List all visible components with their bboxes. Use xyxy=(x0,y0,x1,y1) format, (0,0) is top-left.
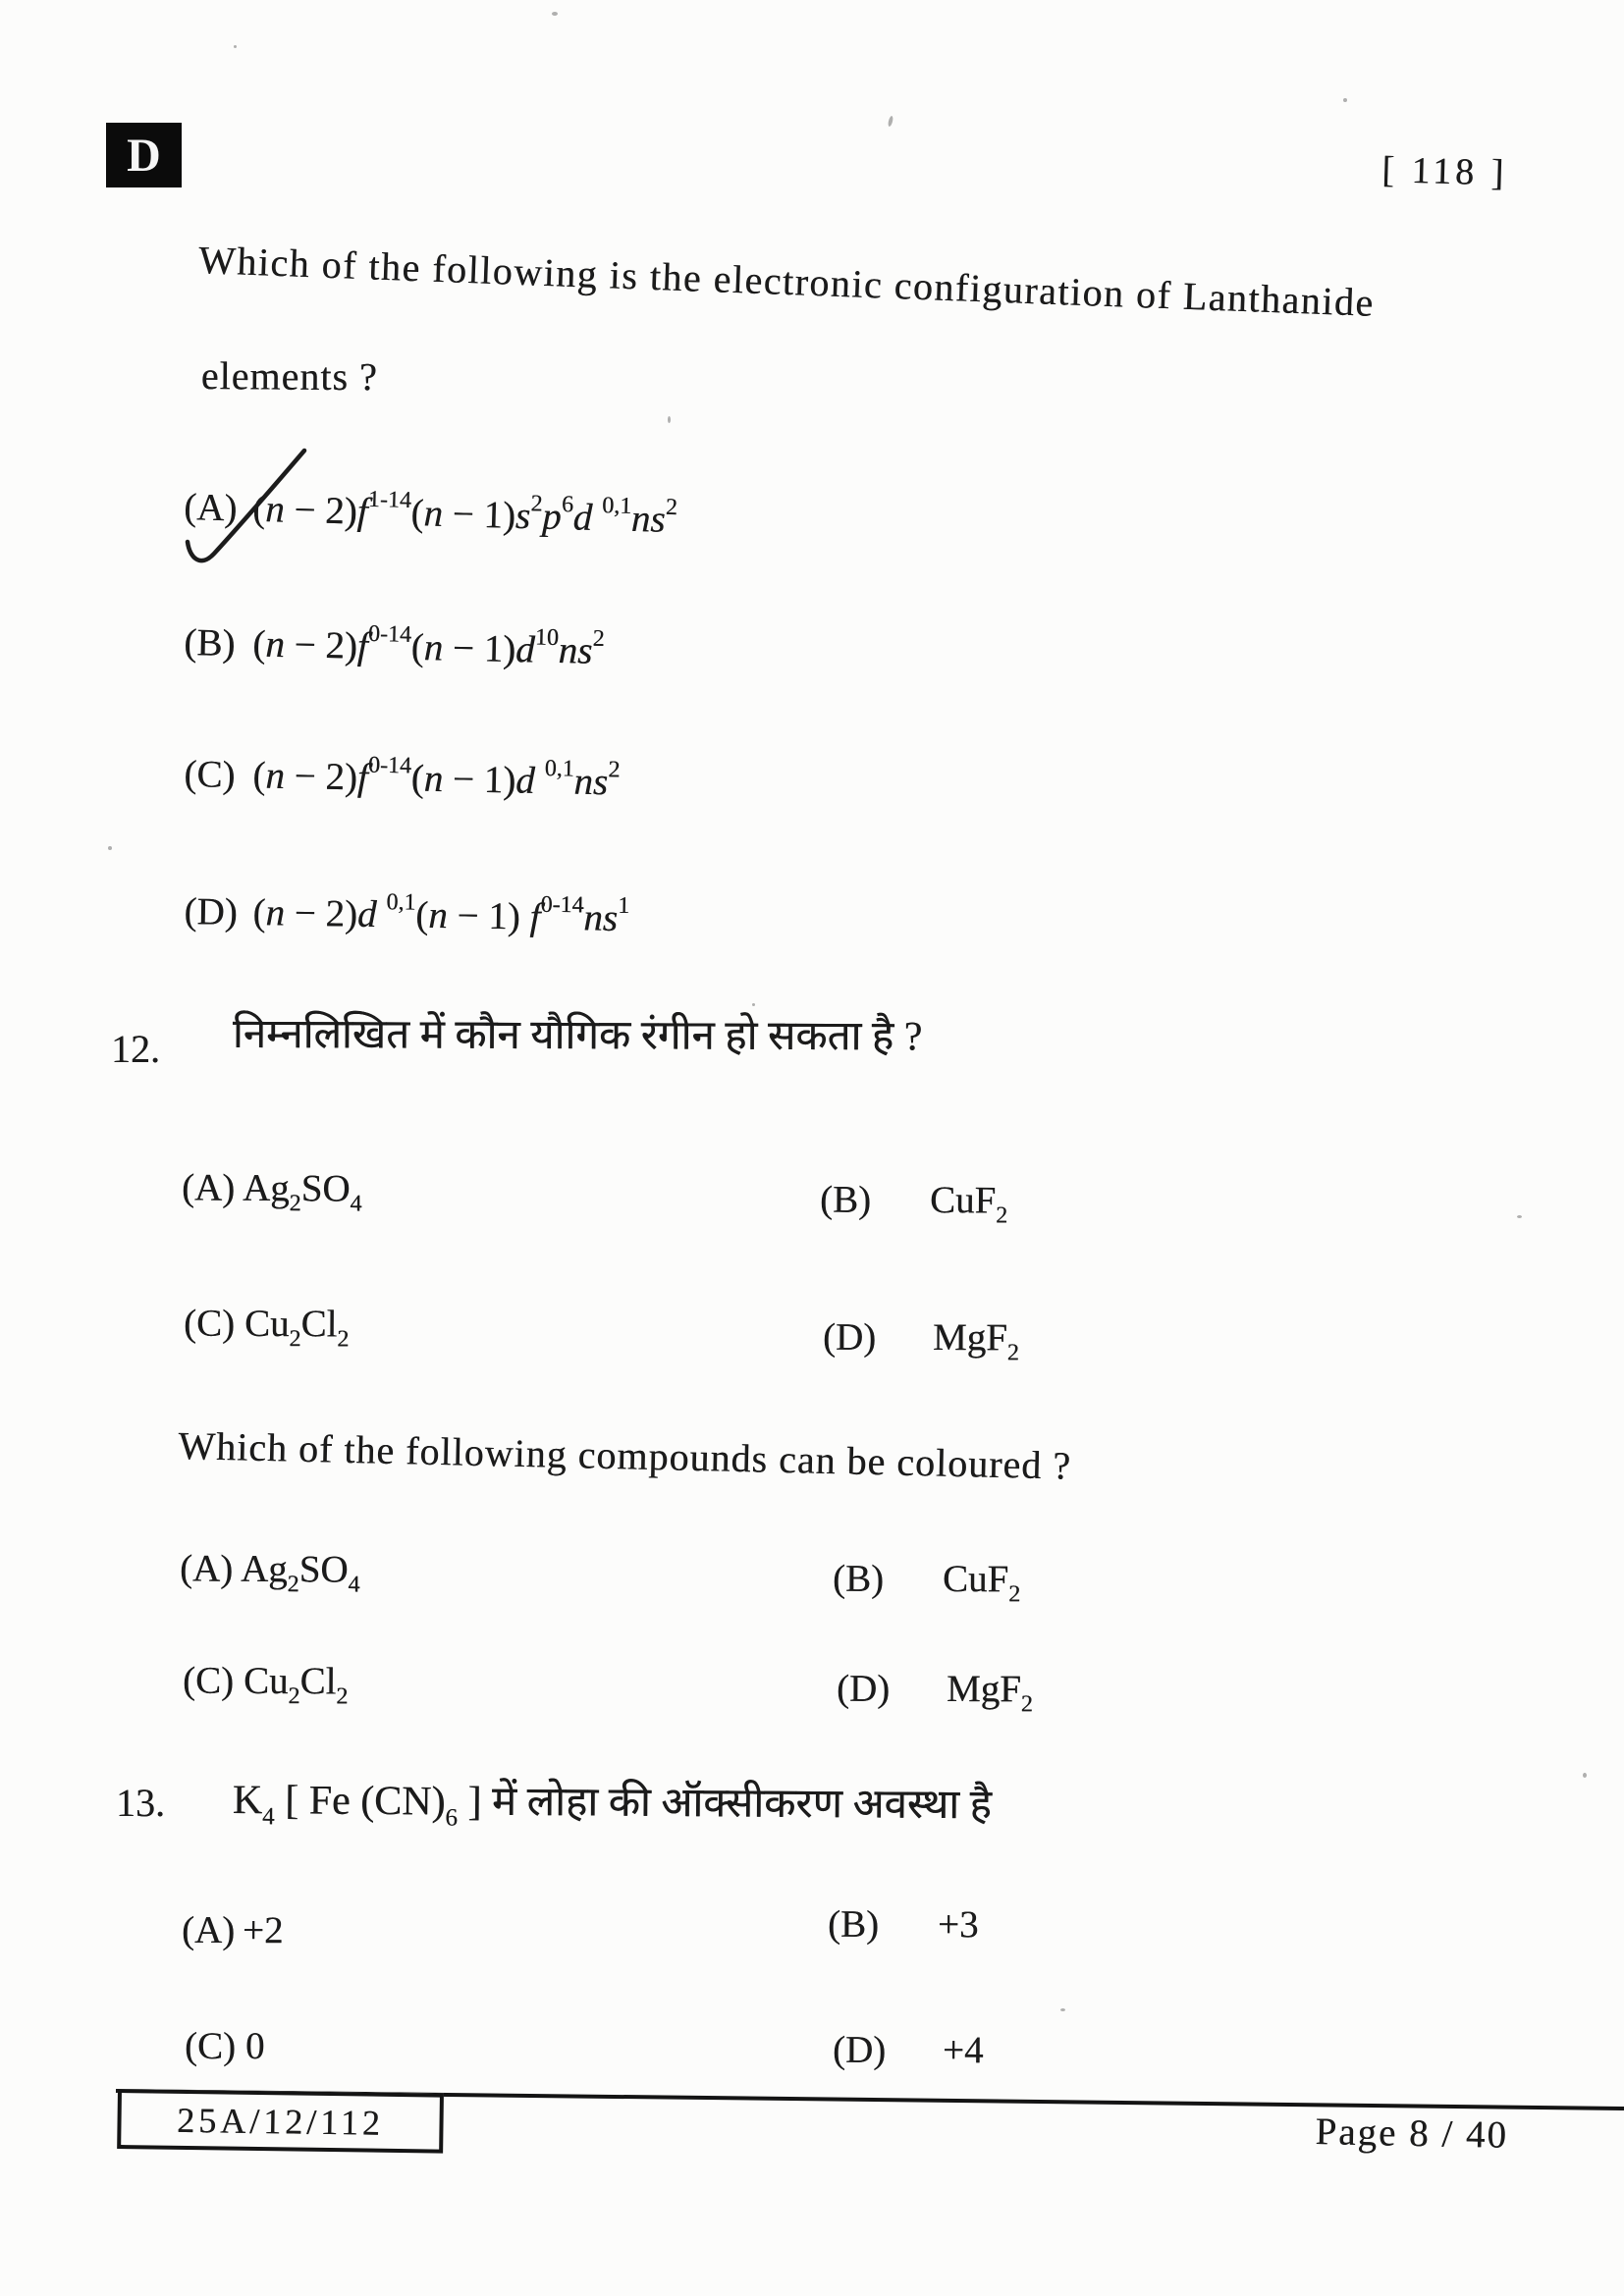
q13-option-d-label: (D) xyxy=(832,2028,887,2071)
q12-option-d-label: (D) xyxy=(836,1667,891,1710)
q12-question-text-hindi: निम्नलिखित में कौन यौगिक रंगीन हो सकता है ? xyxy=(232,1012,923,1060)
q13-option-d xyxy=(833,2028,984,2074)
booklet-set-letter: D xyxy=(127,129,161,182)
q12-option-c-label: (C) xyxy=(182,1659,235,1702)
q11-option-b xyxy=(184,616,605,675)
scan-speck xyxy=(552,12,558,16)
q12-option-b-hindi-set xyxy=(820,1177,1007,1230)
q12-option-d-hindi-set xyxy=(823,1315,1019,1367)
q12-option-d-formula: MgF$_2$ xyxy=(932,1316,1019,1366)
q12-option-d-label: (D) xyxy=(822,1315,877,1359)
q11-option-b-formula: $(n - 2)f^{0-14}(n - 1)d^{10}ns^2$ xyxy=(251,620,605,672)
q13-option-b xyxy=(828,1902,979,1949)
q12-option-b-formula: CuF$_2$ xyxy=(942,1558,1021,1608)
q12-option-c-label: (C) xyxy=(183,1302,236,1345)
q12-option-a-formula: $Ag_2SO_4$ xyxy=(240,1547,360,1598)
booklet-code-box xyxy=(117,2089,444,2154)
q12-option-a-label: (A) xyxy=(179,1547,234,1590)
q13-option-c xyxy=(185,2024,265,2070)
q12-option-a-hindi-set xyxy=(182,1165,362,1218)
handwritten-tick-mark-icon xyxy=(181,442,318,577)
q12-option-b-formula: CuF$_2$ xyxy=(929,1179,1008,1229)
scan-speck xyxy=(1517,1215,1522,1218)
q13-question-text-hindi: $K_4$ [ Fe $(CN)_6$ ] में लोहा की ऑक्सीकरण अवस्था है xyxy=(232,1778,993,1832)
q12-option-c-formula: $Cu_2Cl_2$ xyxy=(244,1302,350,1353)
q12-number: 12. xyxy=(111,1027,160,1071)
q11-option-d-label: (D) xyxy=(184,889,239,934)
q11-option-d xyxy=(184,885,629,942)
q12-option-c-hindi-set xyxy=(184,1302,350,1355)
q13-option-b-label: (B) xyxy=(827,1902,880,1946)
q13-option-b-value: +3 xyxy=(937,1903,979,1947)
q12-option-d-formula: MgF$_2$ xyxy=(946,1668,1033,1718)
booklet-set-badge xyxy=(106,123,182,187)
page-ref-number: [ 118 ] xyxy=(1380,149,1508,194)
booklet-code: 25A/12/112 xyxy=(176,2100,385,2143)
scan-speck xyxy=(1583,1773,1587,1778)
q11-option-c xyxy=(184,748,621,806)
q13-option-d-value: +4 xyxy=(942,2029,984,2072)
scan-speck xyxy=(668,416,671,423)
q12-option-c-english-set xyxy=(183,1659,349,1712)
q11-option-d-formula: (n − 2)d $^{0,1}$(n − 1) $f^{0-14}ns^1$ xyxy=(252,889,630,939)
q12-option-b-english-set xyxy=(833,1557,1020,1609)
scan-speck xyxy=(888,116,894,128)
q12-question-text-english: Which of the following compounds can be coloured ? xyxy=(177,1423,1072,1488)
q11-option-b-label: (B) xyxy=(183,620,236,666)
q11-option-a-label: (A) xyxy=(183,485,238,530)
q11-question-text-line2: elements ? xyxy=(200,353,378,400)
scan-speck xyxy=(1343,98,1347,102)
q11-option-c-formula: $(n - 2)f^{0-14}(n - 1)d$ $^{0,1}ns^2$ xyxy=(252,752,621,804)
q12-option-a-english-set xyxy=(180,1546,360,1599)
q13-option-a-label: (A) xyxy=(181,1908,236,1952)
q13-option-a-value: +2 xyxy=(242,1909,284,1952)
q12-option-a-label: (A) xyxy=(181,1166,236,1209)
q13-option-a xyxy=(182,1908,284,1954)
q12-option-d-english-set xyxy=(837,1667,1033,1719)
q11-option-c-label: (C) xyxy=(184,752,236,796)
scan-speck xyxy=(752,1003,755,1006)
q13-option-c-label: (C) xyxy=(184,2024,237,2068)
q13-number: 13. xyxy=(116,1781,165,1825)
scan-speck xyxy=(1060,2008,1065,2011)
page-number-label: Page 8 / 40 xyxy=(1315,2110,1509,2157)
scan-speck xyxy=(234,45,237,48)
q12-option-b-label: (B) xyxy=(832,1557,885,1600)
q12-option-c-formula: $Cu_2Cl_2$ xyxy=(243,1659,349,1710)
q13-option-c-value: 0 xyxy=(244,2025,265,2068)
q11-question-text-line1: Which of the following is the electronic configuration of Lanthanide xyxy=(197,238,1376,325)
q11-option-a-formula: $(n - 2)f^{1-14}(n - 1)s^2p^6d$ $^{0,1}ns^2$ xyxy=(251,486,678,541)
q12-option-b-label: (B) xyxy=(819,1178,872,1221)
q12-option-a-formula: $Ag_2SO_4$ xyxy=(242,1166,362,1217)
scan-speck xyxy=(108,846,112,850)
